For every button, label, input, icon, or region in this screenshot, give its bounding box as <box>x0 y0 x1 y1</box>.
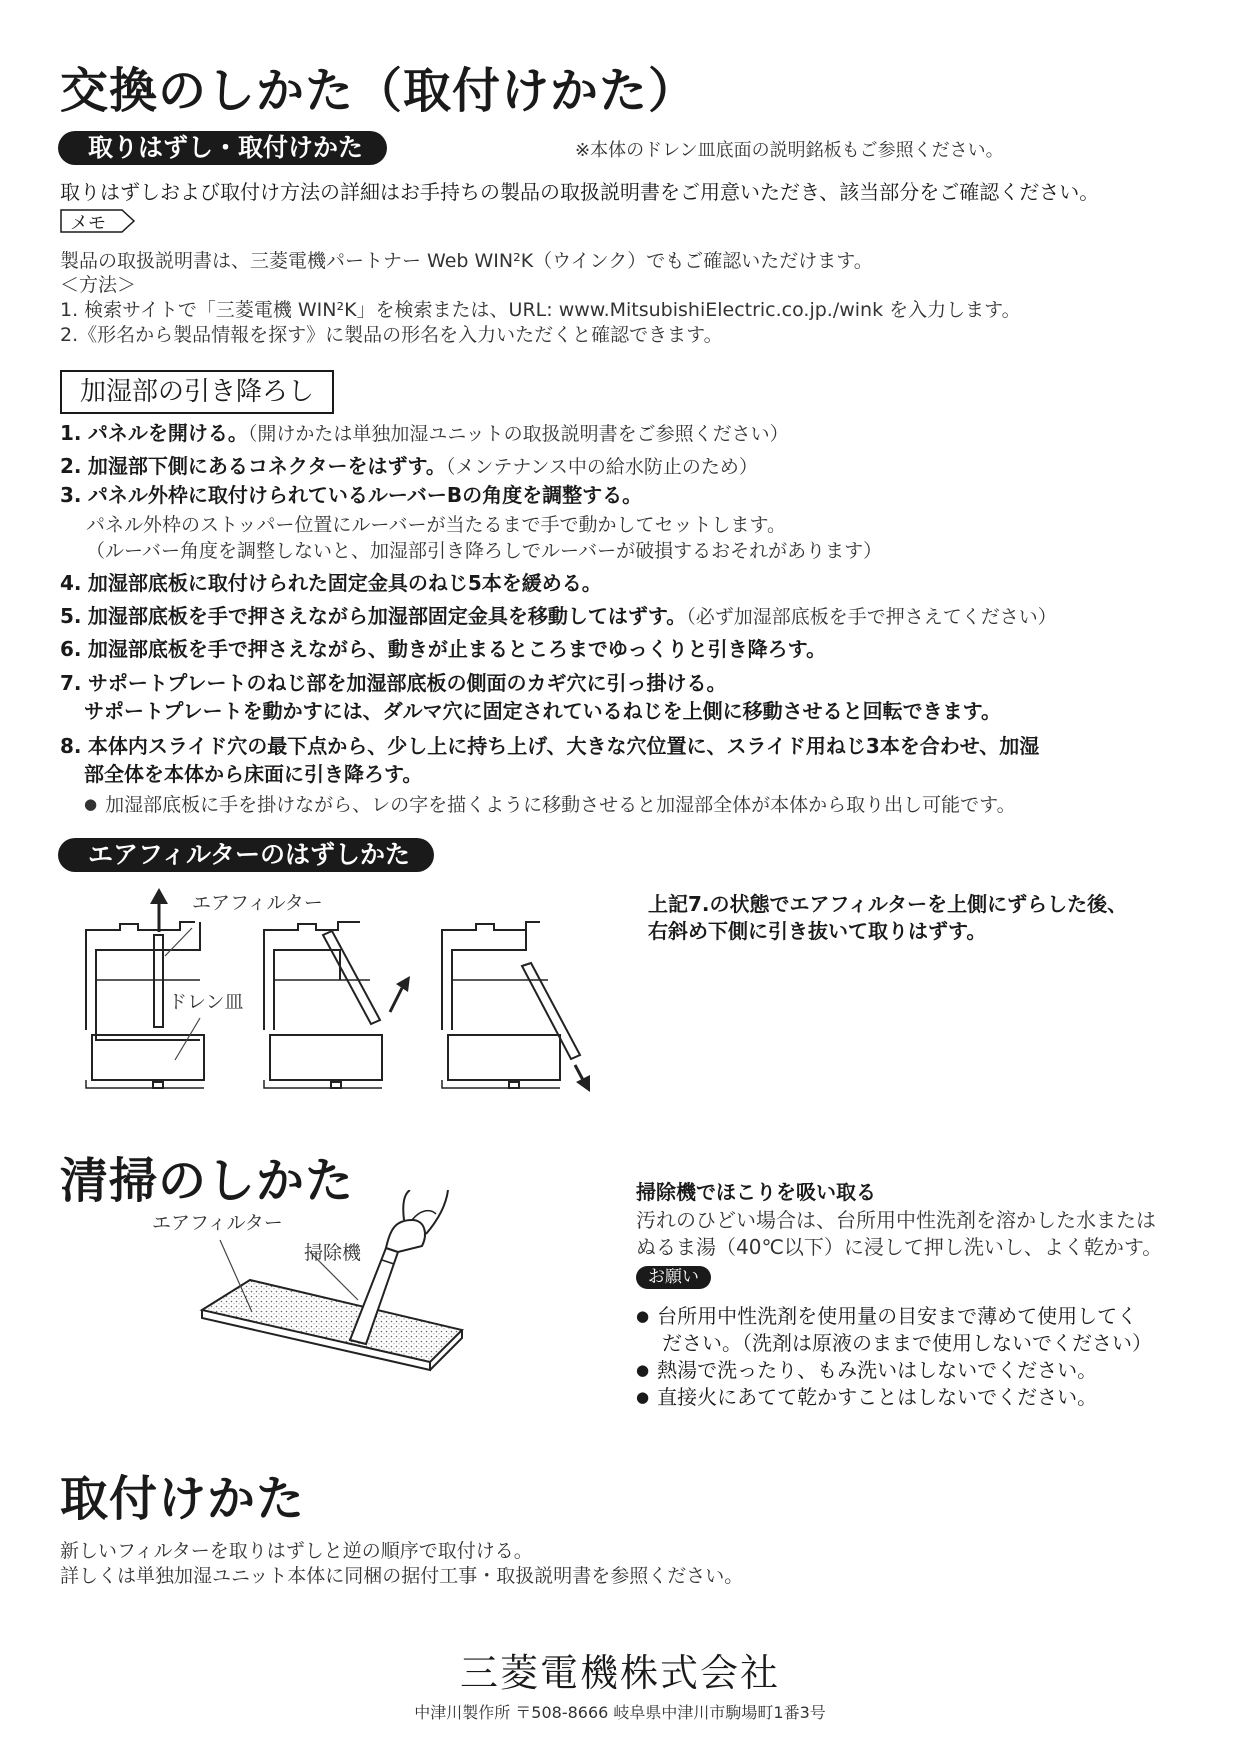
company-address: 中津川製作所 〒508-8666 岐阜県中津川市駒場町1番3号 <box>414 1703 826 1722</box>
step-4 <box>60 570 602 596</box>
request-bullet-2: ● 熱湯で洗ったり、もみ洗いはしないでください。 <box>636 1354 1097 1383</box>
intro-text: 取りはずしおよび取付け方法の詳細はお手持ちの製品の取扱説明書をご用意いただき、該当部分をご確認ください。 <box>60 180 1100 204</box>
memo-line-4: 2.《形名から製品情報を探す》に製品の形名を入力いただくと確認できます。 <box>60 324 723 346</box>
filter-desc-line-1: 上記7.の状態でエアフィルターを上側にずらした後、 <box>648 892 1128 916</box>
step-2-num: 2. <box>60 454 82 478</box>
step-7-num: 7. <box>60 671 82 695</box>
step-5-note: （必ず加湿部底板を手で押さえてください） <box>686 606 1057 628</box>
step-4-num: 4. <box>60 571 82 595</box>
step-3-sub-2: （ルーバー角度を調整しないと、加湿部引き降ろしでルーバーが破損するおそれがあります） <box>86 540 883 562</box>
label-air-filter-1: エアフィルター <box>192 892 323 914</box>
memo-label: メモ <box>70 213 106 234</box>
step-8-line-2: 部全体を本体から床面に引き降ろす。 <box>84 762 423 786</box>
installation-title: 取付けかた <box>60 1471 306 1527</box>
step-6-text: 加湿部底板を手で押さえながら、動きが止まるところまでゆっくりと引き降ろす。 <box>87 637 827 661</box>
step-3-sub-1: パネル外枠のストッパー位置にルーバーが当たるまで手で動かしてセットします。 <box>86 514 786 536</box>
memo-line-1: 製品の取扱説明書は、三菱電機パートナー Web WIN²K（ウインク）でもご確認いただけます。 <box>60 250 873 272</box>
label-drain-pan: ドレン皿 <box>168 991 244 1013</box>
installation-line-1: 新しいフィルターを取りはずしと逆の順序で取付ける。 <box>60 1540 533 1562</box>
memo-tag <box>60 208 136 238</box>
step-8 <box>60 733 1039 759</box>
humidifier-heading: 加湿部の引き降ろし <box>60 370 334 414</box>
installation-line-2: 詳しくは単独加湿ユニット本体に同梱の据付工事・取扱説明書を参照ください。 <box>60 1565 744 1587</box>
step-4-text: 加湿部底板に取付けられた固定金具のねじ5本を緩める。 <box>87 571 602 595</box>
step-5-text: 加湿部底板を手で押さえながら加湿部固定金具を移動してはずす。 <box>87 604 687 628</box>
step-3-num: 3. <box>60 483 82 507</box>
filter-desc-line-2: 右斜め下側に引き抜いて取りはずす。 <box>648 919 987 943</box>
step-7 <box>60 670 726 696</box>
label-air-filter-2: エアフィルター <box>152 1212 283 1234</box>
step-3-text: パネル外枠に取付けられているルーバーBの角度を調整する。 <box>87 483 643 507</box>
step-8-bullet: ● 加湿部底板に手を掛けながら、レの字を描くように移動させると加湿部全体が本体から取り出し可能です。 <box>84 790 1016 817</box>
step-1-note: （開けかたは単独加湿ユニットの取扱説明書をご参照ください） <box>247 423 789 445</box>
filter-removal-diagram <box>70 870 610 1110</box>
step-6-num: 6. <box>60 637 82 661</box>
step-6 <box>60 636 826 662</box>
memo-line-3: 1. 検索サイトで「三菱電機 WIN²K」を検索または、URL: www.MitsubishiElectric.co.jp./wink を入力します。 <box>60 299 1021 321</box>
step-7-text: サポートプレートのねじ部を加湿部底板の側面のカギ穴に引っ掛ける。 <box>87 671 727 695</box>
memo-line-2: ＜方法＞ <box>60 274 137 296</box>
cleaning-desc-line-1: 汚れのひどい場合は、台所用中性洗剤を溶かした水または <box>636 1208 1156 1232</box>
cleaning-desc-line-2: ぬるま湯（40℃以下）に浸して押し洗いし、よく乾かす。 <box>636 1235 1163 1259</box>
request-bullet-1-line-2: ださい。（洗剤は原液のままで使用しないでください） <box>662 1331 1152 1355</box>
section-pill-remove-install: 取りはずし・取付けかた <box>58 131 387 165</box>
step-8-text: 本体内スライド穴の最下点から、少し上に持ち上げ、大きな穴位置に、スライド用ねじ3本を合わせ、加湿 <box>87 734 1040 758</box>
request-tag: お願い <box>636 1266 711 1289</box>
request-bullet-3: ● 直接火にあてて乾かすことはしないでください。 <box>636 1381 1097 1410</box>
step-1 <box>60 420 789 447</box>
label-vacuum: 掃除機 <box>304 1242 362 1264</box>
company-name: 三菱電機株式会社 <box>459 1651 780 1695</box>
step-7-line-2: サポートプレートを動かすには、ダルマ穴に固定されているねじを上側に移動させると回転できます。 <box>84 699 1001 723</box>
step-8-num: 8. <box>60 734 82 758</box>
cleaning-subhead: 掃除機でほこりを吸い取る <box>636 1180 876 1204</box>
reference-note: ※本体のドレン皿底面の説明銘板もご参照ください。 <box>575 140 1004 161</box>
page-title: 交換のしかた（取付けかた） <box>60 63 698 119</box>
request-bullet-1: ● 台所用中性洗剤を使用量の目安まで薄めて使用してく <box>636 1300 1137 1329</box>
step-2 <box>60 453 758 480</box>
step-1-num: 1. <box>60 421 82 445</box>
step-3 <box>60 482 642 508</box>
cleaning-title: 清掃のしかた <box>60 1153 355 1209</box>
step-2-text: 加湿部下側にあるコネクターをはずす。 <box>87 454 446 478</box>
step-2-note: （メンテナンス中の給水防止のため） <box>445 456 758 478</box>
section-pill-filter-removal: エアフィルターのはずしかた <box>58 838 434 872</box>
step-1-text: パネルを開ける。 <box>87 421 248 445</box>
step-5-num: 5. <box>60 604 82 628</box>
step-5 <box>60 603 1057 630</box>
